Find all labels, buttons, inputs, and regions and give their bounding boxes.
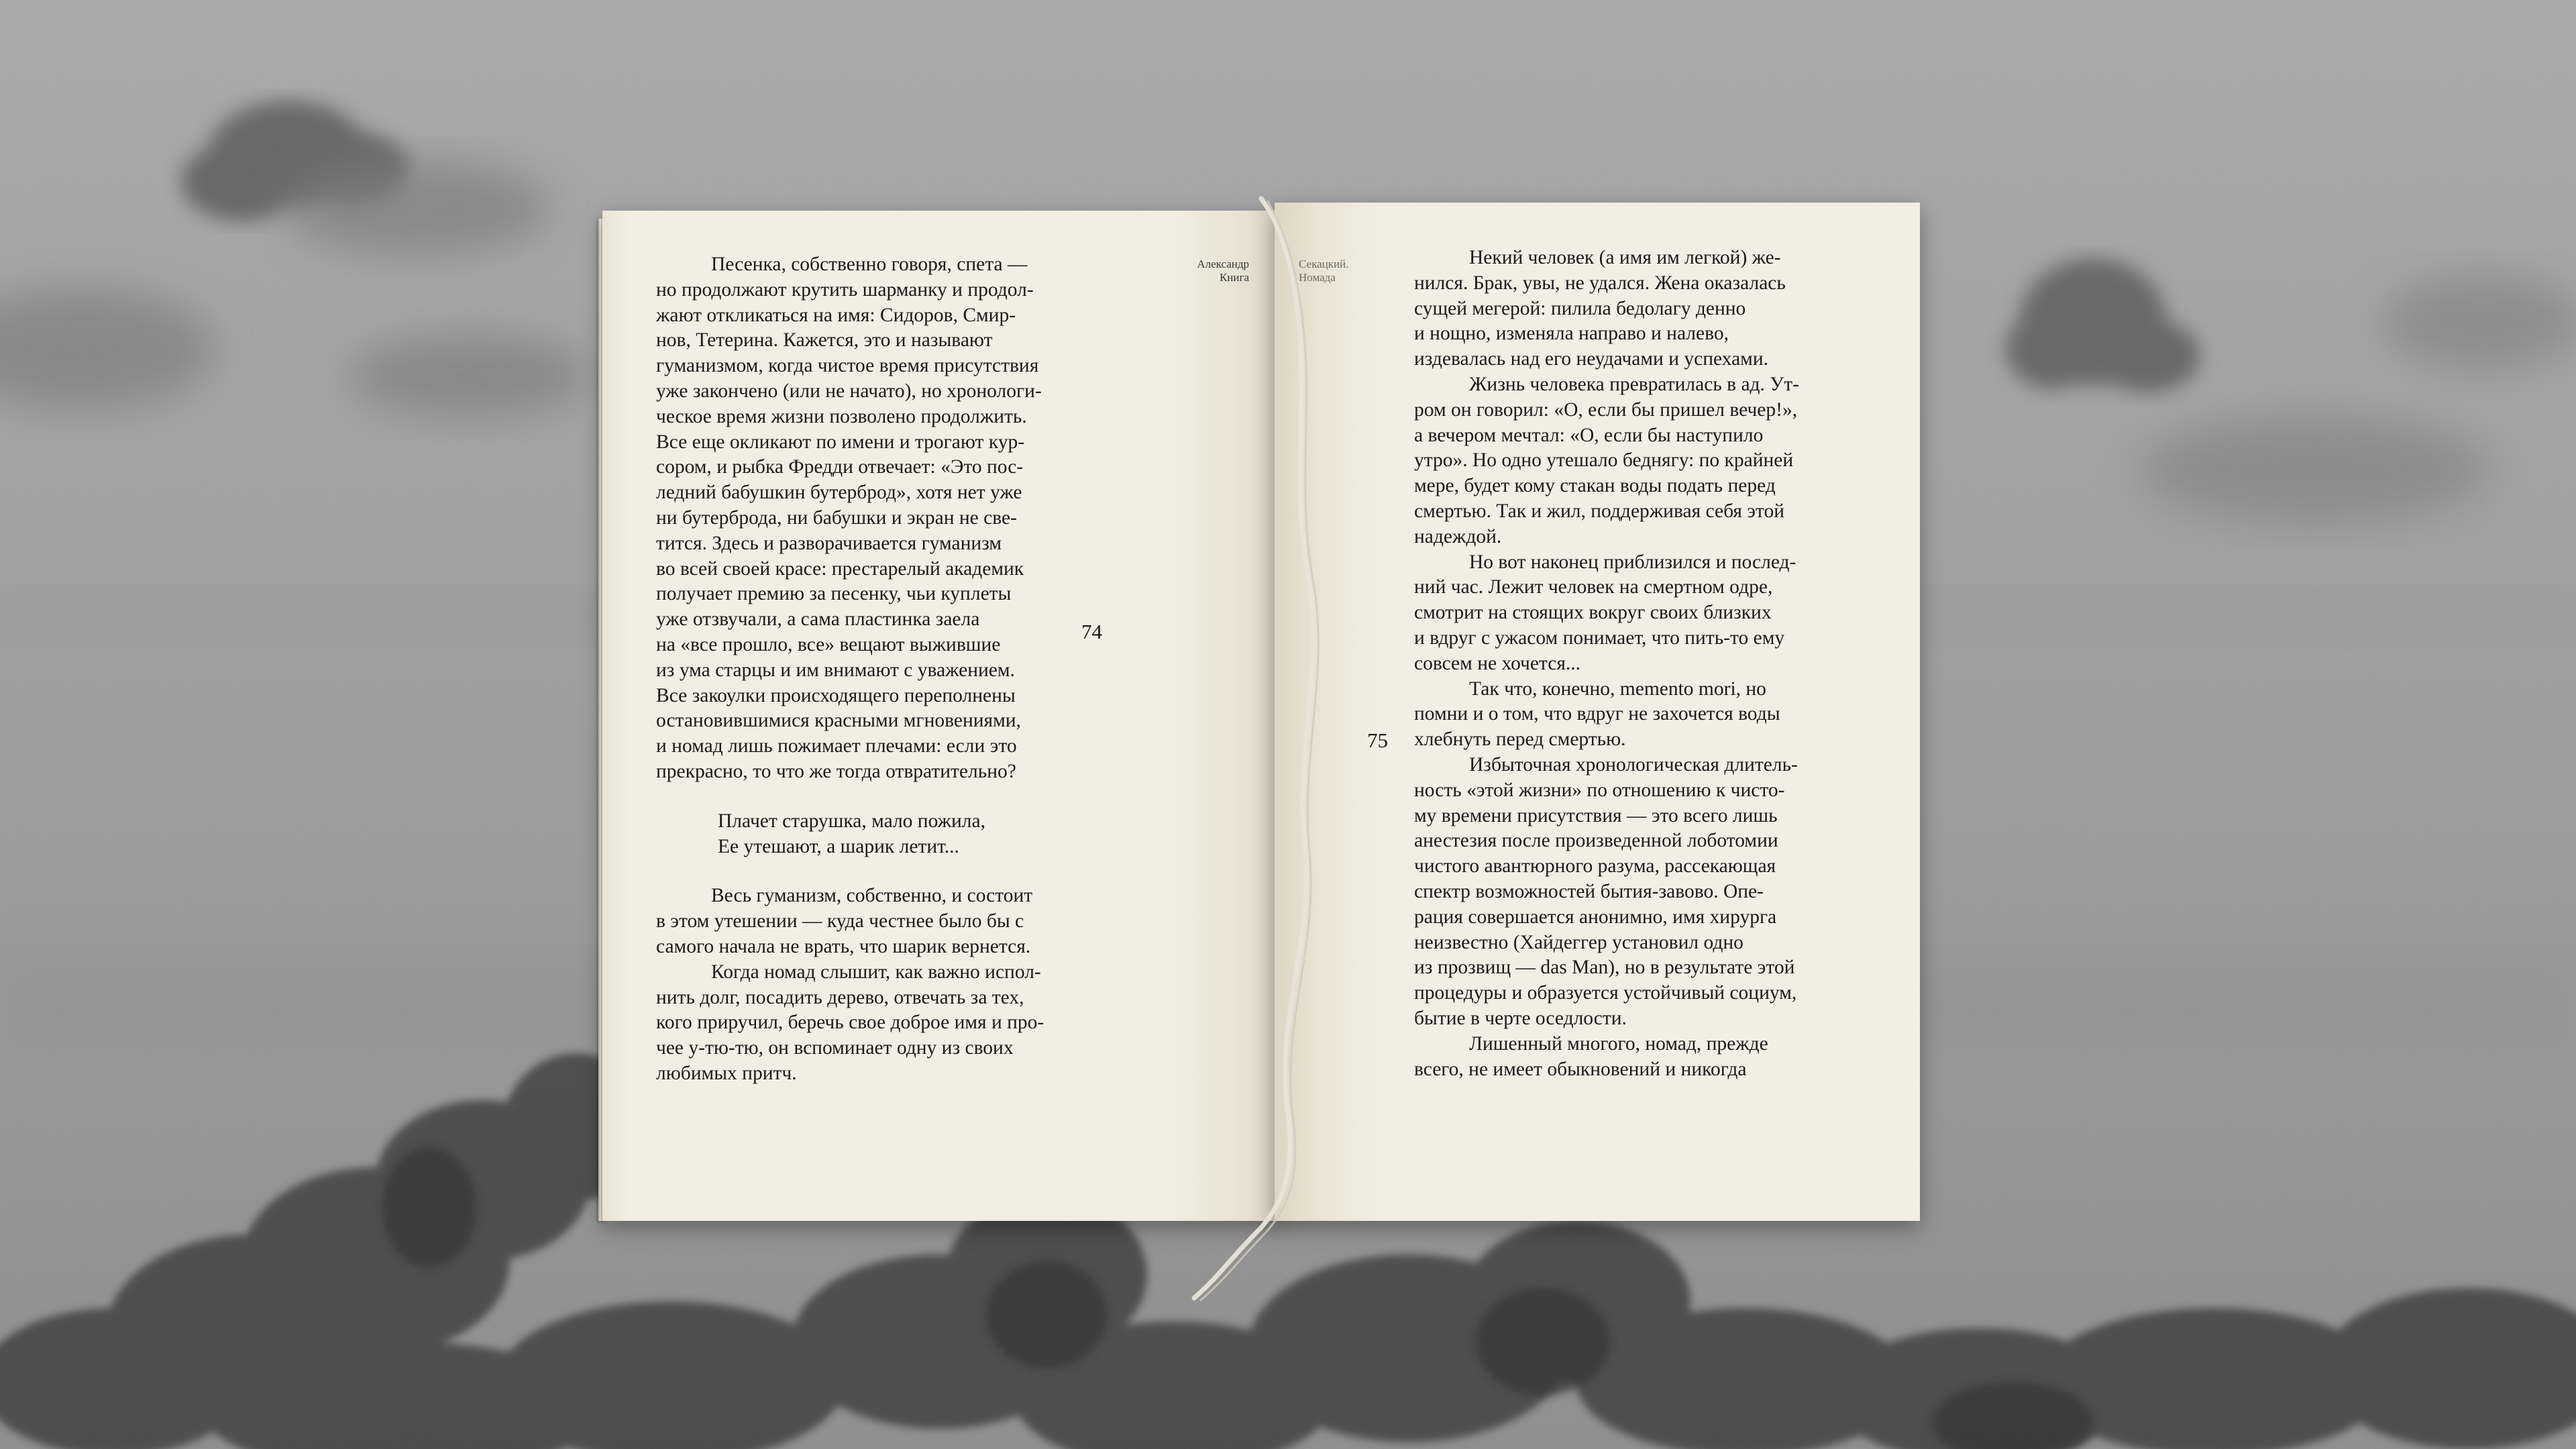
text-line: и вдруг с ужасом понимает, что пить-то ему xyxy=(1414,627,1785,649)
text-line: спектр возможностей бытия-завово. Опе- xyxy=(1414,880,1764,902)
text-line: во всей своей красе: престарелый академик xyxy=(656,557,1024,580)
text-line: издевалась над его неудачами и успехами. xyxy=(1414,348,1768,370)
text-line: бытие в черте оседлости. xyxy=(1414,1007,1627,1029)
text-line: Лишенный многого, номад, прежде xyxy=(1469,1032,1768,1055)
text-line: уже отзвучали, а сама пластинка заела xyxy=(656,608,980,631)
stanza-gap xyxy=(656,859,1044,883)
text-line: остановившимися красными мгновениями, xyxy=(656,710,1021,732)
text-line: сором, и рыбка Фредди отвечает: «Это пос- xyxy=(656,456,1024,478)
text-line: процедуры и образуется устойчивый социум, xyxy=(1414,982,1797,1004)
text-line: чистого авантюрного разума, рассекающая xyxy=(1414,855,1776,877)
text-line: помни и о том, что вдруг не захочется воды xyxy=(1414,703,1780,725)
verse-line: Ее утешают, а шарик летит... xyxy=(718,835,959,857)
stanza-gap xyxy=(656,785,1044,809)
text-line: нить долг, посадить дерево, отвечать за тех, xyxy=(656,986,1024,1008)
running-head-left-line: Александр xyxy=(1197,258,1249,270)
text-line: совсем не хочется... xyxy=(1414,652,1581,674)
text-line: тится. Здесь и разворачивается гуманизм xyxy=(656,532,1002,554)
running-head-left xyxy=(1179,258,1249,284)
text-line: ни бутерброда, ни бабушки и экран не све- xyxy=(656,506,1017,529)
text-line: Некий человек (а имя им легкой) же- xyxy=(1469,247,1781,268)
left-page-text xyxy=(656,252,1044,1087)
text-line: в этом утешении — куда честнее было бы с xyxy=(656,910,1024,932)
text-line: нился. Брак, увы, не удался. Жена оказалась xyxy=(1414,272,1786,294)
text-line: Все еще окликают по имени и трогают кур- xyxy=(656,431,1025,453)
text-line: Но вот наконец приблизился и послед- xyxy=(1469,551,1796,573)
text-line: Так что, конечно, memento mori, но xyxy=(1469,678,1766,700)
text-line: рация совершается анонимно, имя хирурга xyxy=(1414,906,1777,928)
text-line: Весь гуманизм, собственно, и состоит xyxy=(711,885,1033,907)
text-line: прекрасно, то что же тогда отвратительно? xyxy=(656,760,1016,782)
text-line: хлебнуть перед смертью. xyxy=(1414,729,1626,751)
text-line: а вечером мечтал: «О, если бы наступило xyxy=(1414,424,1764,446)
text-line: чее у-тю-тю, он вспоминает одну из своих xyxy=(656,1037,1014,1059)
text-line: из прозвищ — das Man), но в результате этой xyxy=(1414,957,1795,979)
text-line: жают откликаться на имя: Сидоров, Смир- xyxy=(656,304,1016,326)
text-line: утро». Но одно утешало беднягу: по крайней xyxy=(1414,449,1794,472)
text-line: но продолжают крутить шарманку и продол- xyxy=(656,278,1034,301)
text-line: надеждой. xyxy=(1414,525,1502,547)
text-line: всего, не имеет обыкновений и никогда xyxy=(1414,1058,1747,1080)
right-page-text xyxy=(1414,246,1799,1082)
text-line: кого приручил, беречь свое доброе имя и про- xyxy=(656,1012,1044,1034)
text-line: Жизнь человека превратилась в ад. Ут- xyxy=(1469,373,1799,395)
running-head-right-line: Секацкий. xyxy=(1299,258,1349,270)
text-line: смертью. Так и жил, поддерживая себя этой xyxy=(1414,500,1785,522)
text-line: на «все прошло, все» вещают выжившие xyxy=(656,633,1001,655)
text-line: анестезия после произведенной лоботомии xyxy=(1414,830,1778,852)
text-line: Все закоулки происходящего переполнены xyxy=(656,684,1016,706)
text-line: Когда номад слышит, как важно испол- xyxy=(711,961,1041,983)
running-head-right xyxy=(1299,258,1386,284)
text-line: мере, будет кому стакан воды подать перед xyxy=(1414,475,1776,497)
running-head-right-line: Номада xyxy=(1299,271,1336,284)
text-line: Песенка, собственно говоря, спета — xyxy=(711,254,1028,275)
text-line: ром он говорил: «О, если бы пришел вечер!», xyxy=(1414,398,1798,421)
text-line: му времени присутствия — это всего лишь xyxy=(1414,804,1778,826)
text-line: ческое время жизни позволено продолжить. xyxy=(656,405,1027,427)
text-line: сущей мегерой: пилила бедолагу денно xyxy=(1414,297,1746,319)
text-line: получает премию за песенку, чьи куплеты xyxy=(656,583,1012,605)
text-line: ледний бабушкин бутерброд», хотя нет уже xyxy=(656,482,1022,504)
text-line: нов, Тетерина. Кажется, это и называют xyxy=(656,329,993,352)
page-number-left: 74 xyxy=(1081,620,1102,643)
text-line: самого начала не врать, что шарик вернется. xyxy=(656,935,1031,957)
text-line: смотрит на стоящих вокруг своих близких xyxy=(1414,602,1772,624)
verse-line: Плачет старушка, мало пожила, xyxy=(718,810,985,832)
text-line: из ума старцы и им внимают с уважением. xyxy=(656,659,1015,681)
text-line: любимых притч. xyxy=(656,1062,797,1084)
text-line: ний час. Лежит человек на смертном одре, xyxy=(1414,576,1773,598)
text-line: Избыточная хронологическая длитель- xyxy=(1469,753,1798,775)
text-line: и нощно, изменяла направо и налево, xyxy=(1414,323,1729,345)
text-line: неизвестно (Хайдеггер установил одно xyxy=(1414,931,1743,953)
text-line: и номад лишь пожимает плечами: если это xyxy=(656,735,1017,757)
text-line: ность «этой жизни» по отношению к чисто- xyxy=(1414,779,1785,801)
running-head-left-line: Книга xyxy=(1219,271,1249,284)
page-number-right: 75 xyxy=(1367,729,1388,752)
text-line: гуманизмом, когда чистое время присутствия xyxy=(656,355,1039,377)
text-line: уже закончено (или не начато), но хронологи- xyxy=(656,380,1042,402)
